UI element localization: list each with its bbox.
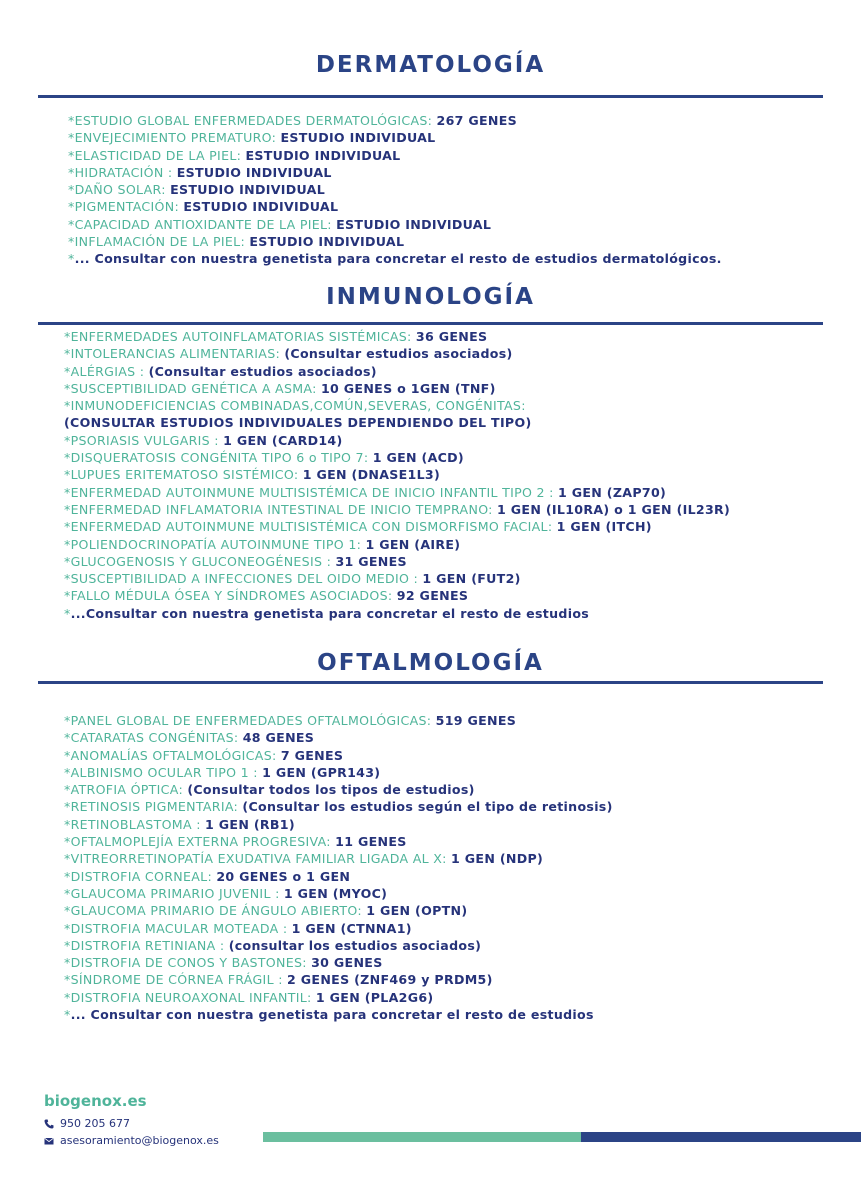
list-item [64,747,613,764]
list-item [64,536,730,553]
item-value: 2 GENES (ZNF469 y PRDM5) [287,972,493,988]
list-item [64,850,613,867]
phone-icon [44,1119,54,1129]
list-item [64,397,730,414]
phone-number[interactable]: 950 205 677 [60,1117,130,1130]
item-value: 1 GEN (MYOC) [283,885,388,901]
item-label: *DAÑO SOLAR: [68,182,171,198]
item-label: *DISTROFIA CORNEAL: [64,868,217,884]
item-value: ESTUDIO INDIVIDUAL [183,199,339,215]
item-label: *VITREORRETINOPATÍA EXUDATIVA FAMILIAR LIGADA AL X: [64,851,452,867]
item-value: 10 GENES o 1GEN (TNF) [320,380,496,396]
item-value: 30 GENES [311,955,383,971]
item-label: *SUSCEPTIBILIDAD GENÉTICA A ASMA: [64,380,321,396]
item-value: (Consultar todos los tipos de estudios) [187,782,475,798]
list-item [64,798,613,815]
list-item [64,833,613,850]
item-label: *SÍNDROME DE CÓRNEA FRÁGIL : [64,972,288,988]
item-label: *CAPACIDAD ANTIOXIDANTE DE LA PIEL: [68,216,337,232]
item-label: *ENFERMEDAD AUTOINMUNE MULTISISTÉMICA CON DISMORFISMO FACIAL: [64,519,557,535]
email-row [44,1132,219,1149]
item-label: *LUPUES ERITEMATOSO SISTÉMICO: [64,467,303,483]
item-label: *POLIENDOCRINOPATÍA AUTOINMUNE TIPO 1: [64,536,366,552]
item-value: 11 GENES [335,834,407,850]
section-title-dermatologia: DERMATOLOGÍA [315,52,546,78]
item-label: * [68,251,75,267]
footer [44,1092,219,1149]
item-value: 20 GENES o 1 GEN [216,868,351,884]
item-label: *SUSCEPTIBILIDAD A INFECCIONES DEL OIDO MEDIO : [64,571,423,587]
item-value: ESTUDIO INDIVIDUAL [170,182,326,198]
list-item [64,1006,613,1023]
item-value: 1 GEN (RB1) [205,816,295,832]
item-value: (consultar los estudios asociados) [228,937,482,953]
item-value: ESTUDIO INDIVIDUAL [249,234,405,250]
item-value: ESTUDIO INDIVIDUAL [176,164,332,180]
item-value: 1 GEN (CARD14) [223,432,343,448]
list-item [64,920,613,937]
item-value: 1 GEN (CTNNA1) [291,920,412,936]
item-label: *ENFERMEDAD AUTOINMUNE MULTISISTÉMICA DE INICIO INFANTIL TIPO 2 : [64,484,558,500]
item-value: 48 GENES [242,730,315,746]
email-address[interactable]: asesoramiento@biogenox.es [60,1134,219,1147]
item-value: 1 GEN (ZAP70) [558,484,667,500]
item-label: *DISTROFIA NEUROAXONAL INFANTIL: [64,989,316,1005]
item-value: 519 GENES [435,713,517,728]
list-item [64,432,730,449]
list-item [68,198,722,215]
list-item [64,954,613,971]
item-label: *ENFERMEDADES AUTOINFLAMATORIAS SISTÉMICAS: [64,329,416,344]
item-label: *OFTALMOPLEJÍA EXTERNA PROGRESIVA: [64,834,336,850]
list-item [64,587,730,604]
item-label: *DISTROFIA RETINIANA : [64,937,229,953]
list-item [64,414,730,431]
item-label: *ALÉRGIAS : [64,363,149,379]
item-value: 267 GENES [436,113,518,128]
list-item [64,971,613,988]
item-label: *ALBINISMO OCULAR TIPO 1 : [64,764,263,780]
item-label: *RETINOBLASTOMA : [64,816,206,832]
list-item [64,712,613,729]
item-value: 7 GENES [280,747,344,763]
list-item [64,902,613,919]
item-value: 1 GEN (DNASE1L3) [302,467,441,483]
list-item [64,989,613,1006]
list-item [64,518,730,535]
list-item [64,781,613,798]
list-item [64,605,730,622]
mail-icon [44,1136,54,1146]
item-label: *GLUCOGENOSIS Y GLUCONEOGÉNESIS : [64,553,336,569]
item-label: *FALLO MÉDULA ÓSEA Y SÍNDROMES ASOCIADOS: [64,588,397,604]
item-label: *PSORIASIS VULGARIS : [64,432,224,448]
item-label: *DISTROFIA MACULAR MOTEADA : [64,920,292,936]
list-item [68,164,722,181]
list-item [68,250,722,267]
item-value: (CONSULTAR ESTUDIOS INDIVIDUALES DEPENDIENDO DEL TIPO) [64,415,532,431]
item-label: *ANOMALÍAS OFTALMOLÓGICAS: [64,747,281,763]
list-item [64,937,613,954]
section-title-oftalmologia: OFTALMOLOGÍA [317,650,544,676]
item-value: 1 GEN (OPTN) [366,903,468,919]
item-value: 1 GEN (FUT2) [422,571,521,587]
list-item [64,466,730,483]
list-item [68,233,722,250]
item-label: *PIGMENTACIÓN: [68,199,184,215]
inmunologia-list [64,328,730,622]
item-label: *CATARATAS CONGÉNITAS: [64,730,243,746]
item-value: ... Consultar con nuestra genetista para concretar el resto de estudios [70,1007,594,1023]
item-label: * [64,1007,71,1023]
list-item [64,380,730,397]
list-item [64,345,730,362]
item-label: *ATROFIA ÓPTICA: [64,782,188,798]
item-value: 1 GEN (ACD) [372,450,464,466]
item-label: *DISTROFIA DE CONOS Y BASTONES: [64,955,312,971]
footer-bar-blue [581,1132,861,1142]
list-item [64,484,730,501]
item-label: *ESTUDIO GLOBAL ENFERMEDADES DERMATOLÓGICAS: [68,113,437,128]
website-link[interactable]: biogenox.es [44,1092,147,1110]
item-label: * [64,605,71,621]
item-value: 31 GENES [335,553,407,569]
list-item [68,129,722,146]
list-item [68,112,722,129]
list-item [64,363,730,380]
list-item [64,501,730,518]
item-label: *ENFERMEDAD INFLAMATORIA INTESTINAL DE INICIO TEMPRANO: [64,501,498,517]
oftalmologia-list [64,712,613,1023]
item-label: *DISQUERATOSIS CONGÉNITA TIPO 6 o TIPO 7: [64,450,373,466]
list-item [64,816,613,833]
list-item [64,570,730,587]
item-value: ...Consultar con nuestra genetista para concretar el resto de estudios [70,605,590,621]
item-label: *PANEL GLOBAL DE ENFERMEDADES OFTALMOLÓGICAS: [64,713,436,728]
item-label: *GLAUCOMA PRIMARIO JUVENIL : [64,885,284,901]
item-label: *INTOLERANCIAS ALIMENTARIAS: [64,346,285,362]
list-item [64,885,613,902]
list-item [64,449,730,466]
list-item [68,147,722,164]
item-value: 1 GEN (GPR143) [262,764,381,780]
list-item [64,553,730,570]
item-value: (Consultar estudios asociados) [284,346,513,362]
item-value: 92 GENES [396,588,469,604]
item-value: 1 GEN (AIRE) [365,536,461,552]
item-label: *INFLAMACIÓN DE LA PIEL: [68,234,250,250]
item-value: ESTUDIO INDIVIDUAL [280,130,436,146]
list-item [68,216,722,233]
item-value: ESTUDIO INDIVIDUAL [336,216,492,232]
section-divider [38,95,823,98]
item-value: 36 GENES [415,329,488,344]
phone-row [44,1115,219,1132]
item-label: *ENVEJECIMIENTO PREMATURO: [68,130,281,146]
section-title-inmunologia: INMUNOLOGÍA [326,284,535,310]
item-value: 1 GEN (NDP) [451,851,544,867]
section-divider [38,681,823,684]
item-value: 1 GEN (IL10RA) o 1 GEN (IL23R) [497,501,731,517]
item-value: 1 GEN (ITCH) [556,519,652,535]
item-value: (Consultar estudios asociados) [148,363,377,379]
item-value: (Consultar los estudios según el tipo de retinosis) [242,799,613,815]
list-item [64,328,730,345]
section-divider [38,322,823,325]
item-label: *RETINOSIS PIGMENTARIA: [64,799,243,815]
item-value: ESTUDIO INDIVIDUAL [245,147,401,163]
item-label: *INMUNODEFICIENCIAS COMBINADAS,COMÚN,SEVERAS, CONGÉNITAS: [64,398,526,414]
list-item [64,868,613,885]
list-item [64,729,613,746]
footer-bar-green [263,1132,581,1142]
list-item [64,764,613,781]
item-label: *ELASTICIDAD DE LA PIEL: [68,147,246,163]
dermatologia-list [68,112,722,268]
item-label: *GLAUCOMA PRIMARIO DE ÁNGULO ABIERTO: [64,903,367,919]
list-item [68,181,722,198]
item-label: *HIDRATACIÓN : [68,164,177,180]
item-value: 1 GEN (PLA2G6) [315,989,434,1005]
item-value: ... Consultar con nuestra genetista para concretar el resto de estudios dermatológicos. [74,251,722,267]
